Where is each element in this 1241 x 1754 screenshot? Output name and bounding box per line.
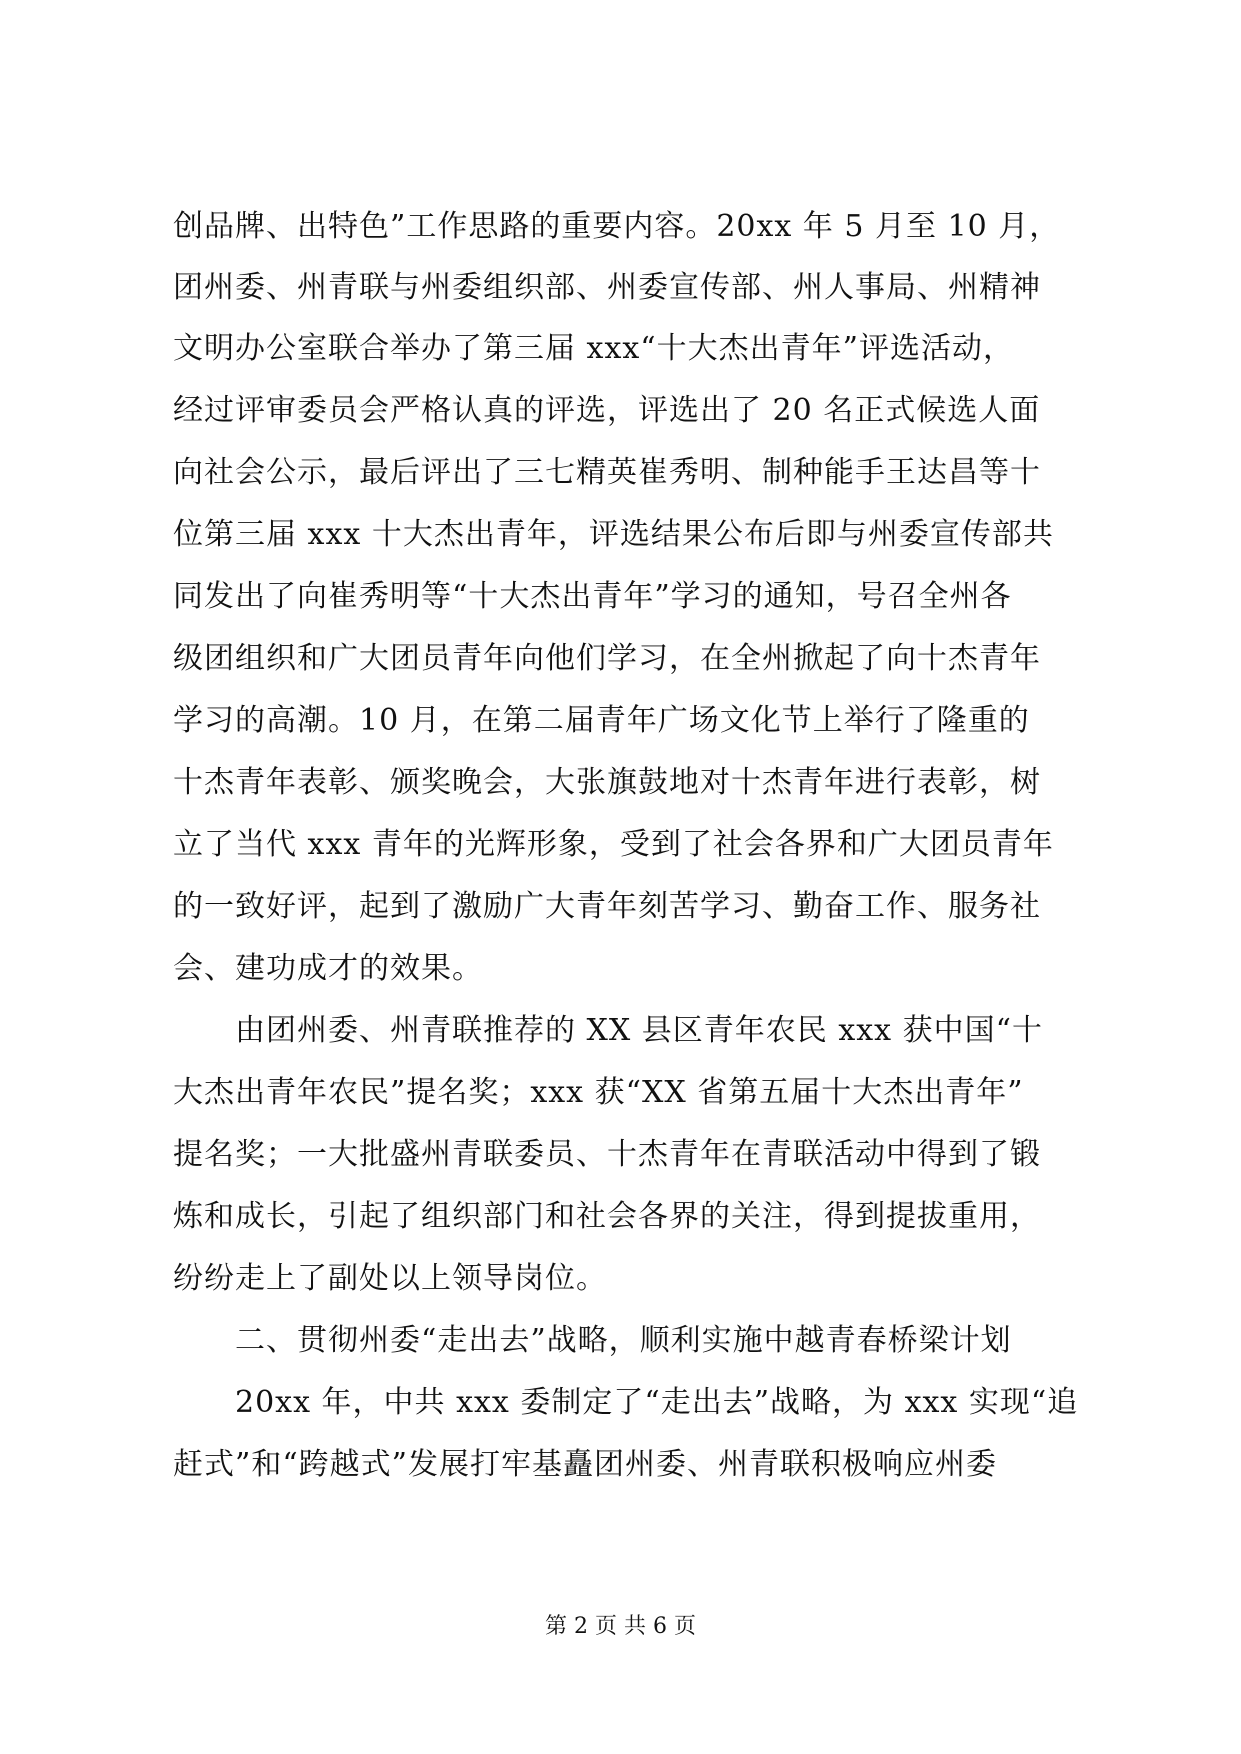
body-text-line: 同发出了向崔秀明等“十大杰出青年”学习的通知，号召全州各 — [173, 579, 1012, 614]
body-text-line: 20xx 年，中共 xxx 委制定了“走出去”战略，为 xxx 实现“追 — [173, 1385, 1079, 1420]
body-text-line: 赶式”和“跨越式”发展打牢基矗团州委、州青联积极响应州委 — [173, 1447, 998, 1482]
body-text-line: 创品牌、出特色”工作思路的重要内容。20xx 年 5 月至 10 月， — [173, 209, 1061, 244]
body-text-line: 位第三届 xxx 十大杰出青年，评选结果公布后即与州委宣传部共 — [173, 517, 1054, 552]
body-text-line: 十杰青年表彰、颁奖晚会，大张旗鼓地对十杰青年进行表彰，树 — [173, 765, 1041, 800]
body-text-line: 学习的高潮。10 月，在第二届青年广场文化节上举行了隆重的 — [173, 703, 1030, 738]
body-text-line: 级团组织和广大团员青年向他们学习，在全州掀起了向十杰青年 — [173, 641, 1041, 676]
page-number-footer: 第 2 页 共 6 页 — [545, 1614, 696, 1639]
body-text-line: 炼和成长，引起了组织部门和社会各界的关注，得到提拔重用， — [173, 1199, 1041, 1234]
body-text-line: 纷纷走上了副处以上领导岗位。 — [173, 1261, 607, 1296]
body-text-line: 提名奖；一大批盛州青联委员、十杰青年在青联活动中得到了锻 — [173, 1137, 1041, 1172]
body-text-line: 向社会公示，最后评出了三七精英崔秀明、制种能手王达昌等十 — [173, 455, 1041, 490]
body-text-line: 的一致好评，起到了激励广大青年刻苦学习、勤奋工作、服务社 — [173, 889, 1041, 924]
section-heading: 二、贯彻州委“走出去”战略，顺利实施中越青春桥梁计划 — [173, 1323, 1012, 1358]
body-text-line: 文明办公室联合举办了第三届 xxx“十大杰出青年”评选活动， — [173, 331, 1014, 366]
body-text-line: 会、建功成才的效果。 — [173, 951, 483, 986]
body-text-line: 由团州委、州青联推荐的 XX 县区青年农民 xxx 获中国“十 — [173, 1013, 1043, 1048]
body-text-line: 团州委、州青联与州委组织部、州委宣传部、州人事局、州精神 — [173, 270, 1041, 305]
body-text-line: 立了当代 xxx 青年的光辉形象，受到了社会各界和广大团员青年 — [173, 827, 1054, 862]
body-text-line: 经过评审委员会严格认真的评选，评选出了 20 名正式候选人面 — [173, 393, 1041, 428]
body-text-line: 大杰出青年农民”提名奖；xxx 获“XX 省第五届十大杰出青年” — [173, 1075, 1024, 1110]
